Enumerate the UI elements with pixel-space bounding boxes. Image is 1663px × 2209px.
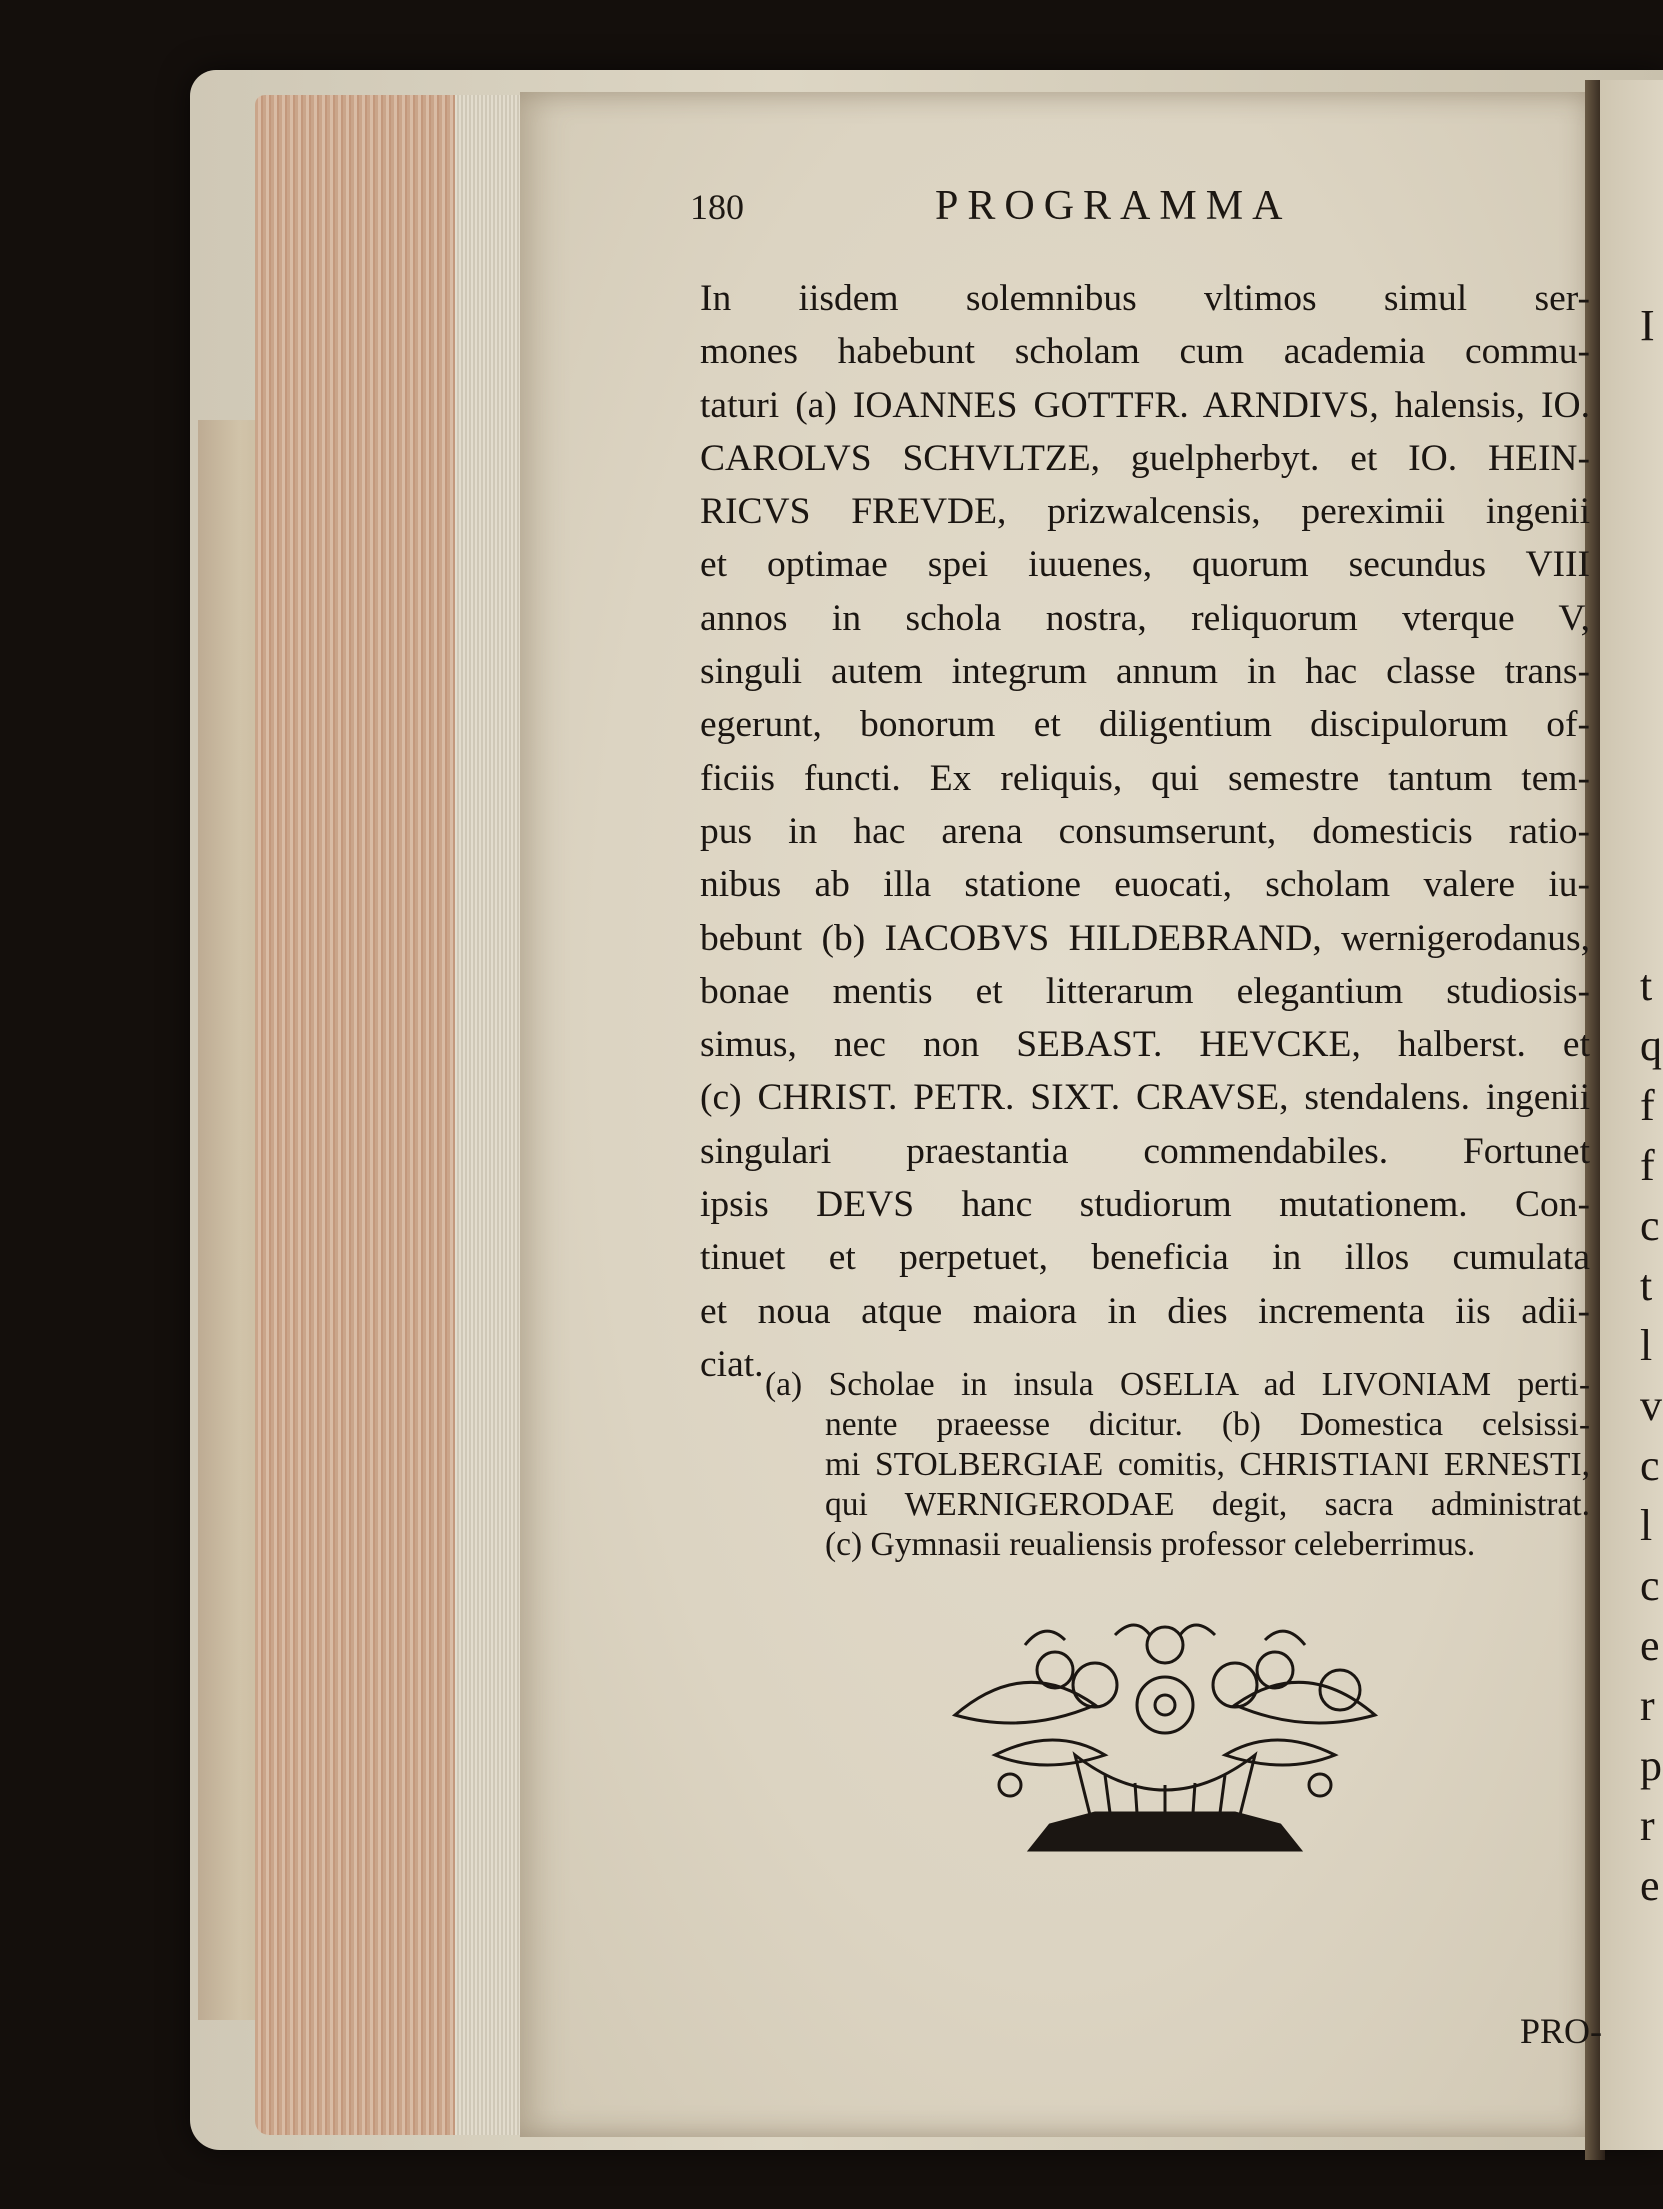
text-line: tinuet et perpetuet, beneficia in illos cumulata — [700, 1237, 1590, 1279]
text-line: singulari praestantia commendabiles. Fortunet — [700, 1130, 1590, 1172]
page-number: 180 — [690, 187, 744, 227]
next-page-letter: I — [1640, 301, 1655, 350]
page-header — [690, 182, 1390, 232]
main-paragraph — [700, 272, 1590, 1391]
flower-basket-icon — [935, 1615, 1395, 1855]
next-page-letter: l — [1640, 1501, 1653, 1550]
next-page-letter: r — [1640, 1801, 1655, 1850]
text-line: et optimae spei iuuenes, quorum secundus VIII — [700, 544, 1590, 586]
next-page-letter: e — [1640, 1621, 1660, 1670]
running-title: PROGRAMMA — [935, 183, 1292, 229]
next-page-letter: f — [1640, 1141, 1655, 1190]
next-page-letter: c — [1640, 1441, 1660, 1490]
text-line: In iisdem solemnibus vltimos simul ser- — [700, 278, 1590, 319]
footnote-line: qui WERNIGERODAE degit, sacra administrat. — [825, 1486, 1590, 1523]
text-line: egerunt, bonorum et diligentium discipulorum of- — [700, 704, 1590, 746]
text-line: et noua atque maiora in dies incrementa iis adii- — [700, 1290, 1590, 1332]
text-line: bonae mentis et litterarum elegantium studiosis- — [700, 970, 1590, 1012]
next-page-letter: c — [1640, 1561, 1660, 1610]
next-page-letter: p — [1640, 1741, 1662, 1790]
catchword: PRO- — [1520, 2011, 1603, 2051]
text-line: annos in schola nostra, reliquorum vterque V, — [700, 597, 1590, 639]
text-line: nibus ab illa statione euocati, scholam valere iu- — [700, 864, 1590, 906]
text-line: CAROLVS SCHVLTZE, guelpherbyt. et IO. HEIN- — [700, 437, 1590, 479]
text-line: mones habebunt scholam cum academia commu- — [700, 331, 1590, 373]
text-line: ipsis DEVS hanc studiorum mutationem. Con- — [700, 1184, 1590, 1226]
footnote-line: nente praeesse dicitur. (b) Domestica celsissi- — [825, 1406, 1590, 1443]
text-line: simus, nec non SEBAST. HEVCKE, halberst. et — [700, 1024, 1590, 1066]
footnotes — [765, 1365, 1590, 1565]
text-line: singuli autem integrum annum in hac classe trans- — [700, 651, 1590, 693]
next-page-letter: v — [1640, 1381, 1662, 1430]
next-page-letter: c — [1640, 1201, 1660, 1250]
footnote-line: (a) Scholae in insula OSELIA ad LIVONIAM perti- — [765, 1366, 1590, 1403]
text-line: ficiis functi. Ex reliquis, qui semestre tantum tem- — [700, 757, 1590, 799]
next-page-letter: t — [1640, 1261, 1653, 1310]
next-page-letter: q — [1640, 1021, 1662, 1070]
next-page-letter: e — [1640, 1861, 1660, 1910]
ornament-base — [1030, 1813, 1300, 1850]
text-line: pus in hac arena consumserunt, domesticis ratio- — [700, 810, 1590, 852]
text-line: bebunt (b) IACOBVS HILDEBRAND, wernigerodanus, — [700, 917, 1590, 959]
text-line: RICVS FREVDE, prizwalcensis, pereximii ingenii — [700, 491, 1590, 533]
text-line: (c) CHRIST. PETR. SIXT. CRAVSE, stendalens. ingenii — [700, 1077, 1590, 1119]
page-edges — [255, 95, 525, 2135]
text-line: ciat. — [700, 1343, 764, 1385]
right-page-edge — [1600, 80, 1663, 2150]
text-line: taturi (a) IOANNES GOTTFR. ARNDIVS, halensis, IO. — [700, 384, 1590, 426]
next-page-letter: r — [1640, 1681, 1655, 1730]
next-page-letter: l — [1640, 1321, 1653, 1370]
next-page-letter: t — [1640, 961, 1653, 1010]
next-page-letter: f — [1640, 1081, 1655, 1130]
footnote-line: (c) Gymnasii reualiensis professor celeberrimus. — [825, 1526, 1476, 1563]
footnote-line: mi STOLBERGIAE comitis, CHRISTIANI ERNESTI, — [825, 1446, 1590, 1483]
